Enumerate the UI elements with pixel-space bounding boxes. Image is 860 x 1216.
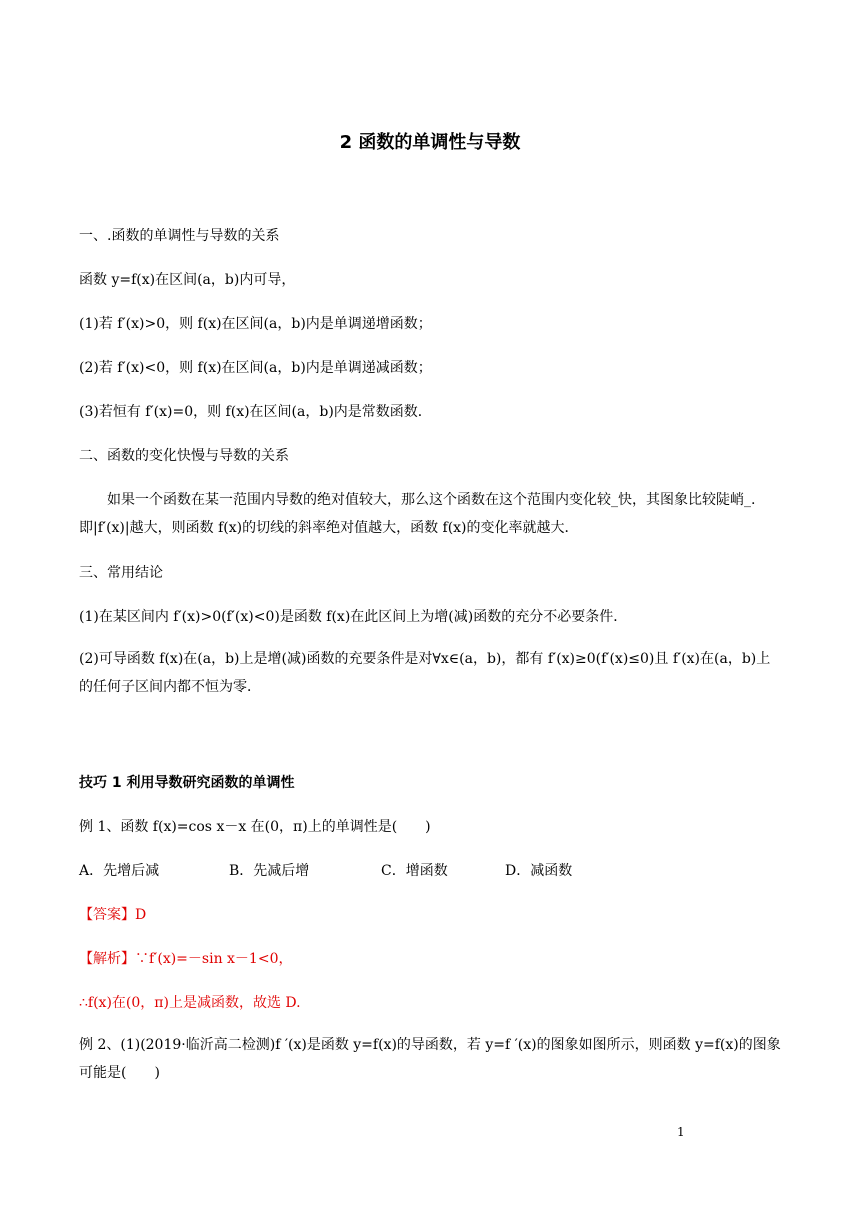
example-1-options xyxy=(79,861,572,881)
section-2-paragraph: 如果一个函数在某一范围内导数的绝对值较大，那么这个函数在这个范围内变化较_快，其图象比较陡峭_.即|f′(x)|越大，则函数 f(x)的切线的斜率绝对值越大，函数 f(x)的变化率就越大． xyxy=(79,492,756,536)
section-2-heading: 二、函数的变化快慢与导数的关系 xyxy=(79,448,289,464)
section-3-item-1: (1)在某区间内 f′(x)>0(f′(x)<0)是函数 f(x)在此区间上为增(减)函数的充分不必要条件． xyxy=(79,609,628,625)
section-1-item-1: (1)若 f′(x)>0，则 f(x)在区间(a，b)内是单调递增函数； xyxy=(79,316,432,332)
section-1-item-3: (3)若恒有 f′(x)=0，则 f(x)在区间(a，b)内是常数函数． xyxy=(79,404,432,420)
page-number: 1 xyxy=(677,1125,685,1139)
option-d: D．减函数 xyxy=(505,863,573,879)
analysis-line: 【解析】∵f′(x)=－sin x－1<0， xyxy=(79,951,293,967)
example-2-question: 例 2、(1)(2019·临沂高二检测)f ′(x)是函数 y=f(x)的导函数，若 y=f ′(x)的图象如图所示，则函数 y=f(x)的图象可能是( ) xyxy=(79,1037,781,1081)
section-3-item-2: (2)可导函数 f(x)在(a，b)上是增(减)函数的充要条件是对∀x∈(a，b)，都有 f′(x)≥0(f′(x)≤0)且 f′(x)在(a，b)上的任何子区间内都不恒为零． xyxy=(79,651,771,695)
option-a: A．先增后减 xyxy=(79,863,160,879)
page-title: 2 函数的单调性与导数 xyxy=(339,132,521,153)
conclusion-line: ∴f(x)在(0，π)上是减函数，故选 D. xyxy=(79,995,301,1011)
option-b: B．先减后增 xyxy=(229,863,310,879)
section-1-item-2: (2)若 f′(x)<0，则 f(x)在区间(a，b)内是单调递减函数； xyxy=(79,360,432,376)
section-1-heading: 一、.函数的单调性与导数的关系 xyxy=(79,228,280,244)
answer-line: 【答案】D xyxy=(79,907,147,923)
example-1-question: 例 1、函数 f(x)=cos x－x 在(0，π)上的单调性是( ) xyxy=(79,819,431,835)
section-3-heading: 三、常用结论 xyxy=(79,565,163,581)
tip-1-heading: 技巧 1 利用导数研究函数的单调性 xyxy=(79,775,295,791)
section-1-intro: 函数 y=f(x)在区间(a，b)内可导， xyxy=(79,272,296,288)
option-c: C．增函数 xyxy=(381,863,448,879)
